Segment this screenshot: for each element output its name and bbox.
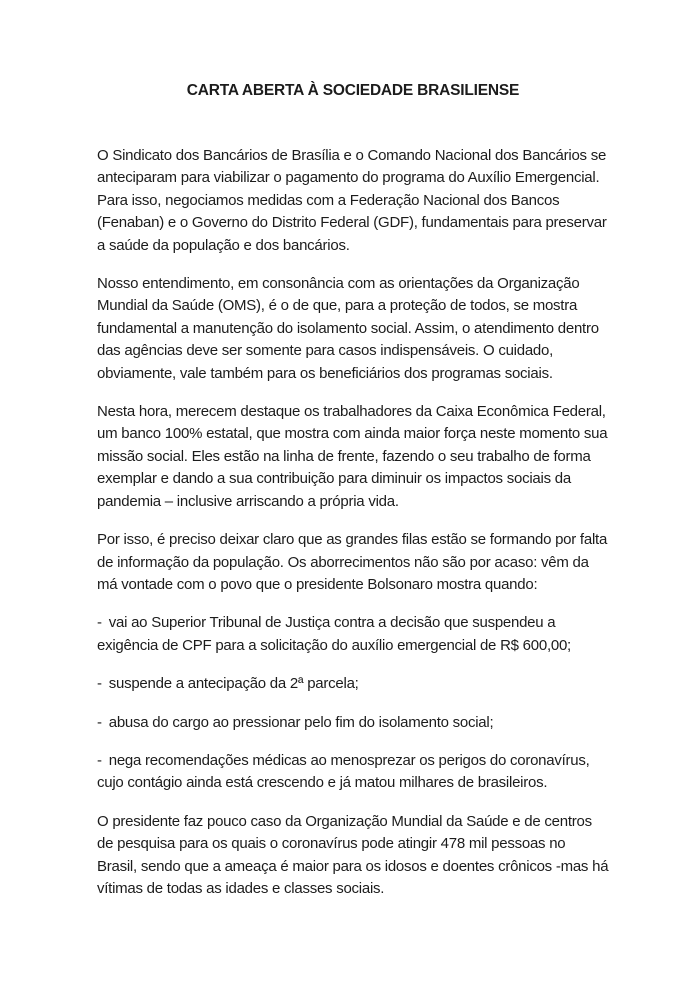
dash-marker: -	[97, 713, 102, 731]
paragraph-intro: O Sindicato dos Bancários de Brasília e o Comando Nacional dos Bancários se anteciparam para viabilizar o pagamento do programa do Auxílio Emergencial. Para isso, negociamos medidas com a Federação Nacional dos Bancos (Fenaban) e o Governo do Distrito Federal (GDF), fundamentais para preservar a saúde da população e dos bancários.	[97, 147, 607, 254]
list-item	[97, 673, 609, 695]
document-title: CARTA ABERTA À SOCIEDADE BRASILIENSE	[186, 82, 520, 99]
list-item	[97, 612, 609, 657]
dash-marker: -	[97, 614, 102, 632]
list-item-text: vai ao Superior Tribunal de Justiça contra a decisão que suspendeu a exigência de CPF para a solicitação do auxílio emergencial de R$ 600,00;	[97, 614, 571, 654]
paragraph-presidente: O presidente faz pouco caso da Organização Mundial da Saúde e de centros de pesquisa para os quais o coronavírus pode atingir 478 mil pessoas no Brasil, sendo que a ameaça é maior para os idosos e doentes crônicos -mas há vítimas de todas as idades e classes sociais.	[97, 812, 609, 897]
list-item-text: suspende a antecipação da 2ª parcela;	[108, 675, 359, 693]
paragraph-isolation: Nosso entendimento, em consonância com as orientações da Organização Mundial da Saúde (OMS), é o de que, para a proteção de todos, se mostra fundamental a manutenção do isolamento social. Assim, o atendimento dentro das agências deve ser somente para casos indispensáveis. O cuidado, obviamente, vale também para os beneficiários dos programas sociais.	[97, 275, 599, 382]
dash-marker: -	[97, 675, 102, 693]
list-item-text: nega recomendações médicas ao menosprezar os perigos do coronavírus, cujo contágio ainda está crescendo e já matou milhares de brasileiros.	[97, 751, 590, 792]
paragraph-filas: Por isso, é preciso deixar claro que as grandes filas estão se formando por falta de informação da população. Os aborrecimentos não são por acaso: vêm da má vontade com o povo que o presidente Bolsonaro mostra quando:	[97, 531, 608, 593]
list-item-text: abusa do cargo ao pressionar pelo fim do isolamento social;	[108, 713, 494, 731]
paragraph-caixa: Nesta hora, merecem destaque os trabalhadores da Caixa Econômica Federal, um banco 100% estatal, que mostra com ainda maior força neste momento sua missão social. Eles estão na linha de frente, fazendo o seu trabalho de forma exemplar e dando a sua contribuição para diminuir os impactos sociais da pandemia – inclusive arriscando a própria vida.	[97, 403, 608, 510]
list-item	[97, 712, 609, 734]
dash-marker: -	[97, 751, 102, 769]
list-item	[97, 750, 609, 795]
